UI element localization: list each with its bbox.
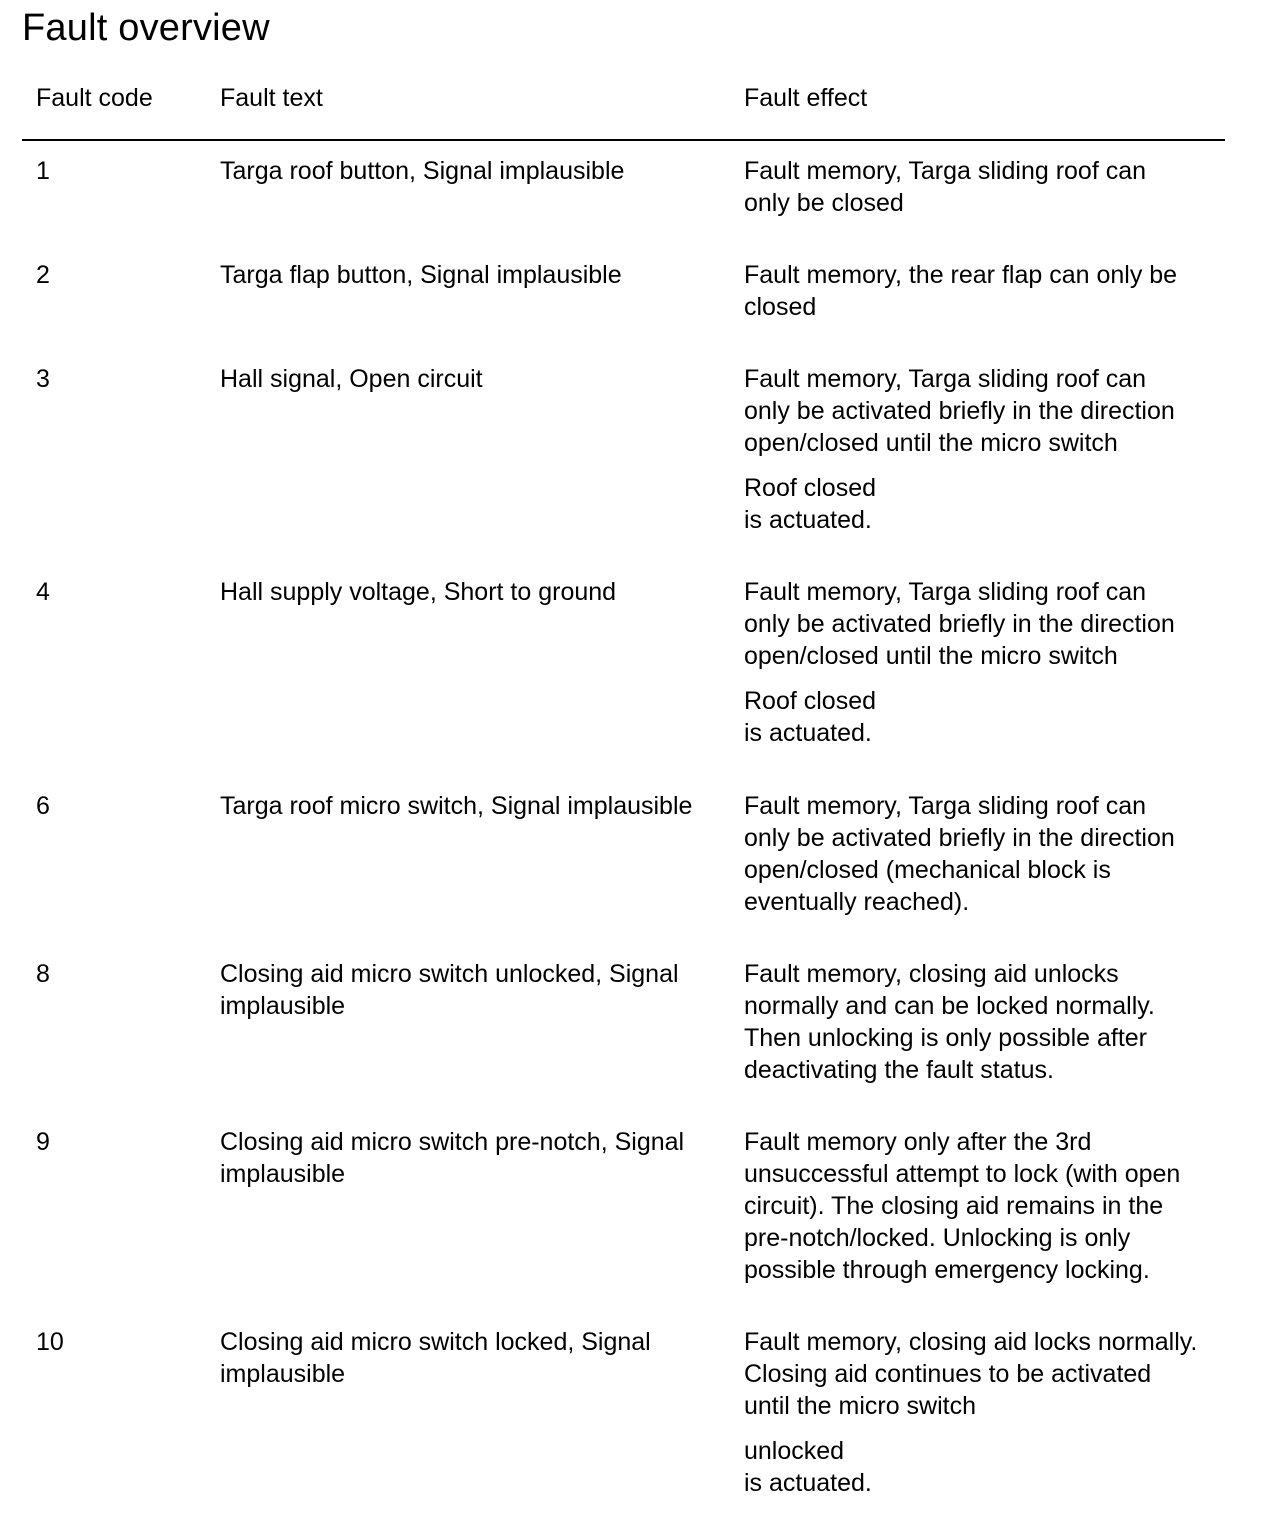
column-header-fault-effect: Fault effect (744, 84, 868, 112)
fault-text-cell: Closing aid micro switch unlocked, Signal implausible (220, 960, 679, 1020)
fault-effect-cell (744, 576, 1234, 749)
fault-effect-cell (744, 259, 1234, 323)
column-header-fault-text: Fault text (220, 84, 323, 112)
fault-effect-cell (744, 363, 1234, 536)
fault-code-cell: 3 (36, 365, 50, 393)
fault-code-cell: 2 (36, 261, 50, 289)
fault-effect-paragraph: Fault memory, Targa sliding roof can only be activated briefly in the direction open/closed until the micro switch (744, 578, 1175, 670)
fault-effect-paragraph: Fault memory, Targa sliding roof can only be activated briefly in the direction open/closed until the micro switch (744, 365, 1175, 457)
fault-effect-paragraph: Fault memory, Targa sliding roof can only be closed (744, 157, 1147, 217)
fault-effect-paragraph: Roof closed is actuated. (744, 687, 877, 747)
column-header-fault-code: Fault code (36, 84, 153, 112)
fault-effect-paragraph: Fault memory, closing aid locks normally. Closing aid continues to be activated until the micro switch (744, 1328, 1198, 1420)
fault-effect-paragraph: Roof closed is actuated. (744, 474, 877, 534)
fault-effect-cell (744, 155, 1234, 219)
fault-effect-cell (744, 958, 1234, 1086)
fault-effect-paragraph: unlocked is actuated. (744, 1437, 872, 1497)
fault-text-cell: Targa roof micro switch, Signal implausible (220, 792, 693, 820)
fault-text-cell: Targa roof button, Signal implausible (220, 157, 625, 185)
fault-effect-cell (744, 1126, 1234, 1286)
fault-code-cell: 8 (36, 960, 50, 988)
fault-effect-cell (744, 1326, 1234, 1499)
header-divider (22, 139, 1225, 141)
fault-code-cell: 6 (36, 792, 50, 820)
fault-text-cell: Closing aid micro switch pre-notch, Signal implausible (220, 1128, 685, 1188)
fault-effect-paragraph: Fault memory only after the 3rd unsuccessful attempt to lock (with open circuit). The closing aid remains in the pre-notch/locked. Unlocking is only possible through emergency locking. (744, 1128, 1181, 1284)
fault-effect-paragraph: Fault memory, closing aid unlocks normally and can be locked normally. Then unlocking is only possible after deactivating the fault status. (744, 960, 1155, 1084)
fault-code-cell: 4 (36, 578, 50, 606)
fault-effect-paragraph: Fault memory, the rear flap can only be closed (744, 261, 1178, 321)
fault-text-cell: Hall signal, Open circuit (220, 365, 483, 393)
fault-code-cell: 10 (36, 1328, 64, 1356)
fault-text-cell: Targa flap button, Signal implausible (220, 261, 622, 289)
fault-code-cell: 9 (36, 1128, 50, 1156)
fault-text-cell: Hall supply voltage, Short to ground (220, 578, 617, 606)
fault-text-cell: Closing aid micro switch locked, Signal implausible (220, 1328, 651, 1388)
fault-code-cell: 1 (36, 157, 50, 185)
fault-effect-cell (744, 790, 1234, 918)
page-title: Fault overview (22, 7, 270, 49)
fault-effect-paragraph: Fault memory, Targa sliding roof can only be activated briefly in the direction open/closed (mechanical block is eventually reached). (744, 792, 1175, 916)
